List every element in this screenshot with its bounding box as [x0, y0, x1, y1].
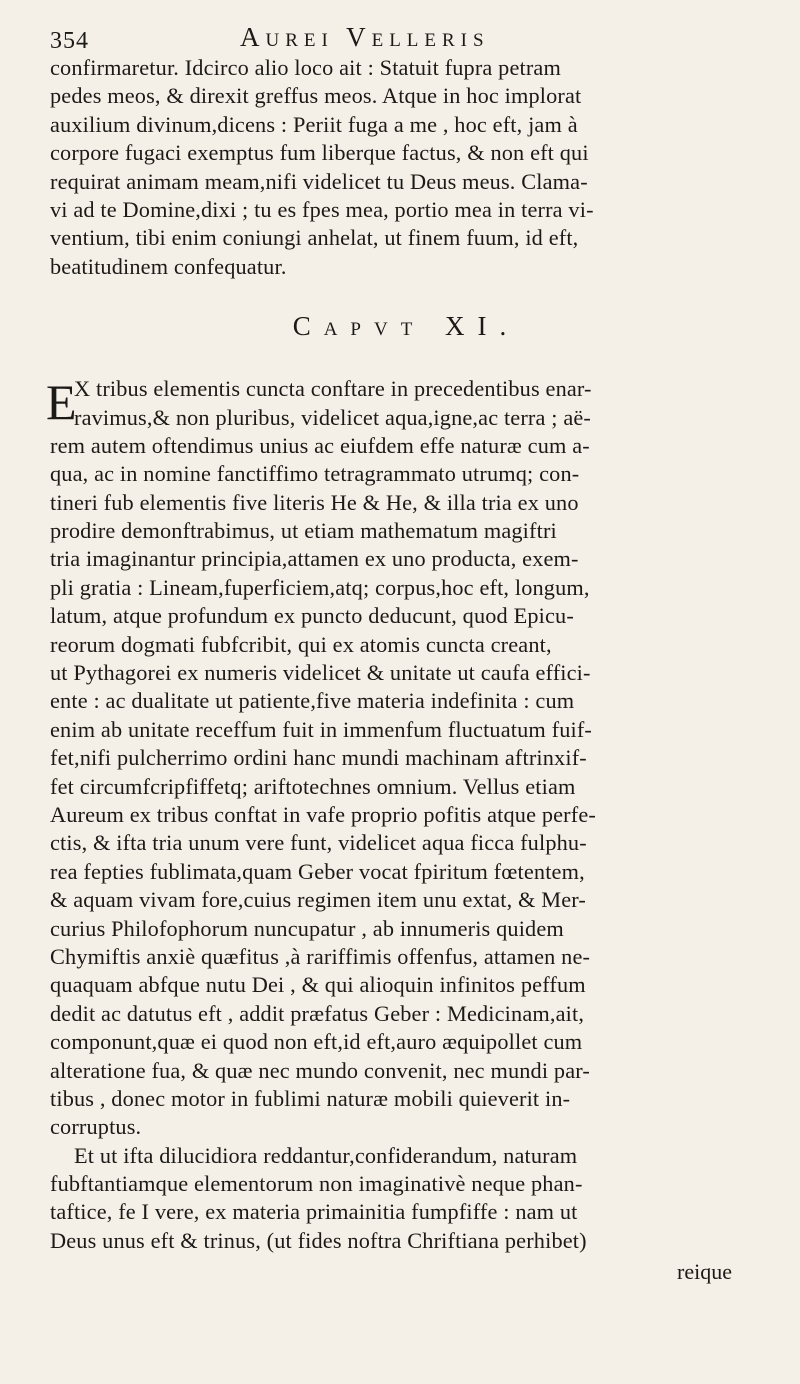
text-line: enim ab unitate receffum fuit in immenfum fluctuatum fuif- — [50, 716, 593, 742]
text-line: prodire demonftrabimus, ut etiam mathematum magiftri — [50, 518, 557, 544]
text-line: ventium, tibi enim coniungi anhelat, ut finem fuum, id eft, — [50, 225, 579, 251]
text-line: latum, atque profundum ex puncto deducunt, quod Epicu- — [50, 603, 574, 629]
text-line: ctis, & ifta tria unum vere funt, videlicet aqua ficca fulphu- — [50, 830, 587, 856]
paragraph-2 — [46, 374, 762, 1142]
text-line: Deus unus eft & trinus, (ut fides noftra Chriftiana perhibet) — [50, 1227, 587, 1253]
text-line: quaquam abfque nutu Dei , & qui alioquin infinitos peffum — [50, 972, 586, 998]
text-line: pli gratia : Lineam,fuperficiem,atq; corpus,hoc eft, longum, — [50, 574, 590, 600]
text-line: fet circumfcripfiffetq; ariftotechnes omnium. Vellus etiam — [50, 773, 576, 799]
text-line: ut Pythagorei ex numeris videlicet & unitate ut caufa effici- — [50, 660, 591, 686]
text-line: rem autem oftendimus unius ac eiufdem effe naturæ cum a- — [50, 432, 590, 458]
drop-cap: E — [46, 374, 77, 431]
text-line: taftice, fe I vere, ex materia primainitia fumpfiffe : nam ut — [50, 1199, 578, 1225]
text-line: qua, ac in nomine fanctiffimo tetragrammato utrumq; con- — [50, 461, 580, 487]
text-line: Aureum ex tribus conftat in vafe proprio pofitis atque perfe- — [50, 801, 596, 827]
text-line: reorum dogmati fubfcribit, qui ex atomis cuncta creant, — [50, 631, 552, 657]
text-line: requirat animam meam,nifi videlicet tu Deus meus. Clama- — [50, 168, 588, 194]
running-title: Aurei Velleris — [240, 22, 490, 52]
text-line: Chymiftis anxiè quæfitus ,à rariffimis offenfus, attamen ne- — [50, 943, 591, 969]
text-line: & aquam vivam fore,cuius regimen item unu extat, & Mer- — [50, 887, 586, 913]
paragraph-3 — [50, 1142, 762, 1256]
text-line: componunt,quæ ei quod non eft,id eft,auro æquipollet cum — [50, 1029, 583, 1055]
chapter-heading: Capvt XI. — [292, 311, 520, 342]
text-line: confirmaretur. Idcirco alio loco ait : Statuit fupra petram — [50, 55, 561, 80]
page-number: 354 — [50, 28, 89, 54]
text-line: alteratione fua, & quæ nec mundo convenit, nec mundi par- — [50, 1057, 590, 1083]
text-line: fubftantiamque elementorum non imaginativè neque phan- — [50, 1171, 583, 1197]
text-line: rea fepties fublimata,quam Geber vocat fpiritum fœtentem, — [50, 858, 585, 884]
text-line: fet,nifi pulcherrimo ordini hanc mundi machinam aftrinxif- — [50, 745, 587, 771]
running-head — [50, 20, 762, 54]
catchword: reique — [677, 1259, 732, 1285]
text-line: pedes meos, & direxit greffus meos. Atque in hoc implorat — [50, 83, 582, 109]
text-line: dedit ac datutus eft , addit præfatus Geber : Medicinam,ait, — [50, 1000, 585, 1026]
text-line: beatitudinem confequatur. — [50, 253, 287, 279]
text-line: auxilium divinum,dicens : Periit fuga a me , hoc eft, jam à — [50, 111, 578, 137]
text-line: corruptus. — [50, 1114, 142, 1140]
text-line: tineri fub elementis five literis He & He, & illa tria ex uno — [50, 489, 579, 515]
text-line: tibus , donec motor in fublimi naturæ mobili quieverit in- — [50, 1085, 571, 1111]
paragraph-1 — [50, 54, 762, 281]
text-line: ravimus,& non pluribus, videlicet aqua,igne,ac terra ; aë- — [74, 404, 592, 430]
text-line: X tribus elementis cuncta conftare in precedentibus enar- — [74, 376, 592, 402]
text-line: vi ad te Domine,dixi ; tu es fpes mea, portio mea in terra vi- — [50, 196, 594, 222]
text-line: curius Philofophorum nuncupatur , ab innumeris quidem — [50, 915, 564, 941]
text-line: tria imaginantur principia,attamen ex uno producta, exem- — [50, 546, 579, 572]
text-line: ente : ac dualitate ut patiente,five materia indefinita : cum — [50, 688, 575, 714]
text-line: Et ut ifta dilucidiora reddantur,confiderandum, naturam — [74, 1142, 578, 1168]
text-line: corpore fugaci exemptus fum liberque factus, & non eft qui — [50, 140, 589, 166]
